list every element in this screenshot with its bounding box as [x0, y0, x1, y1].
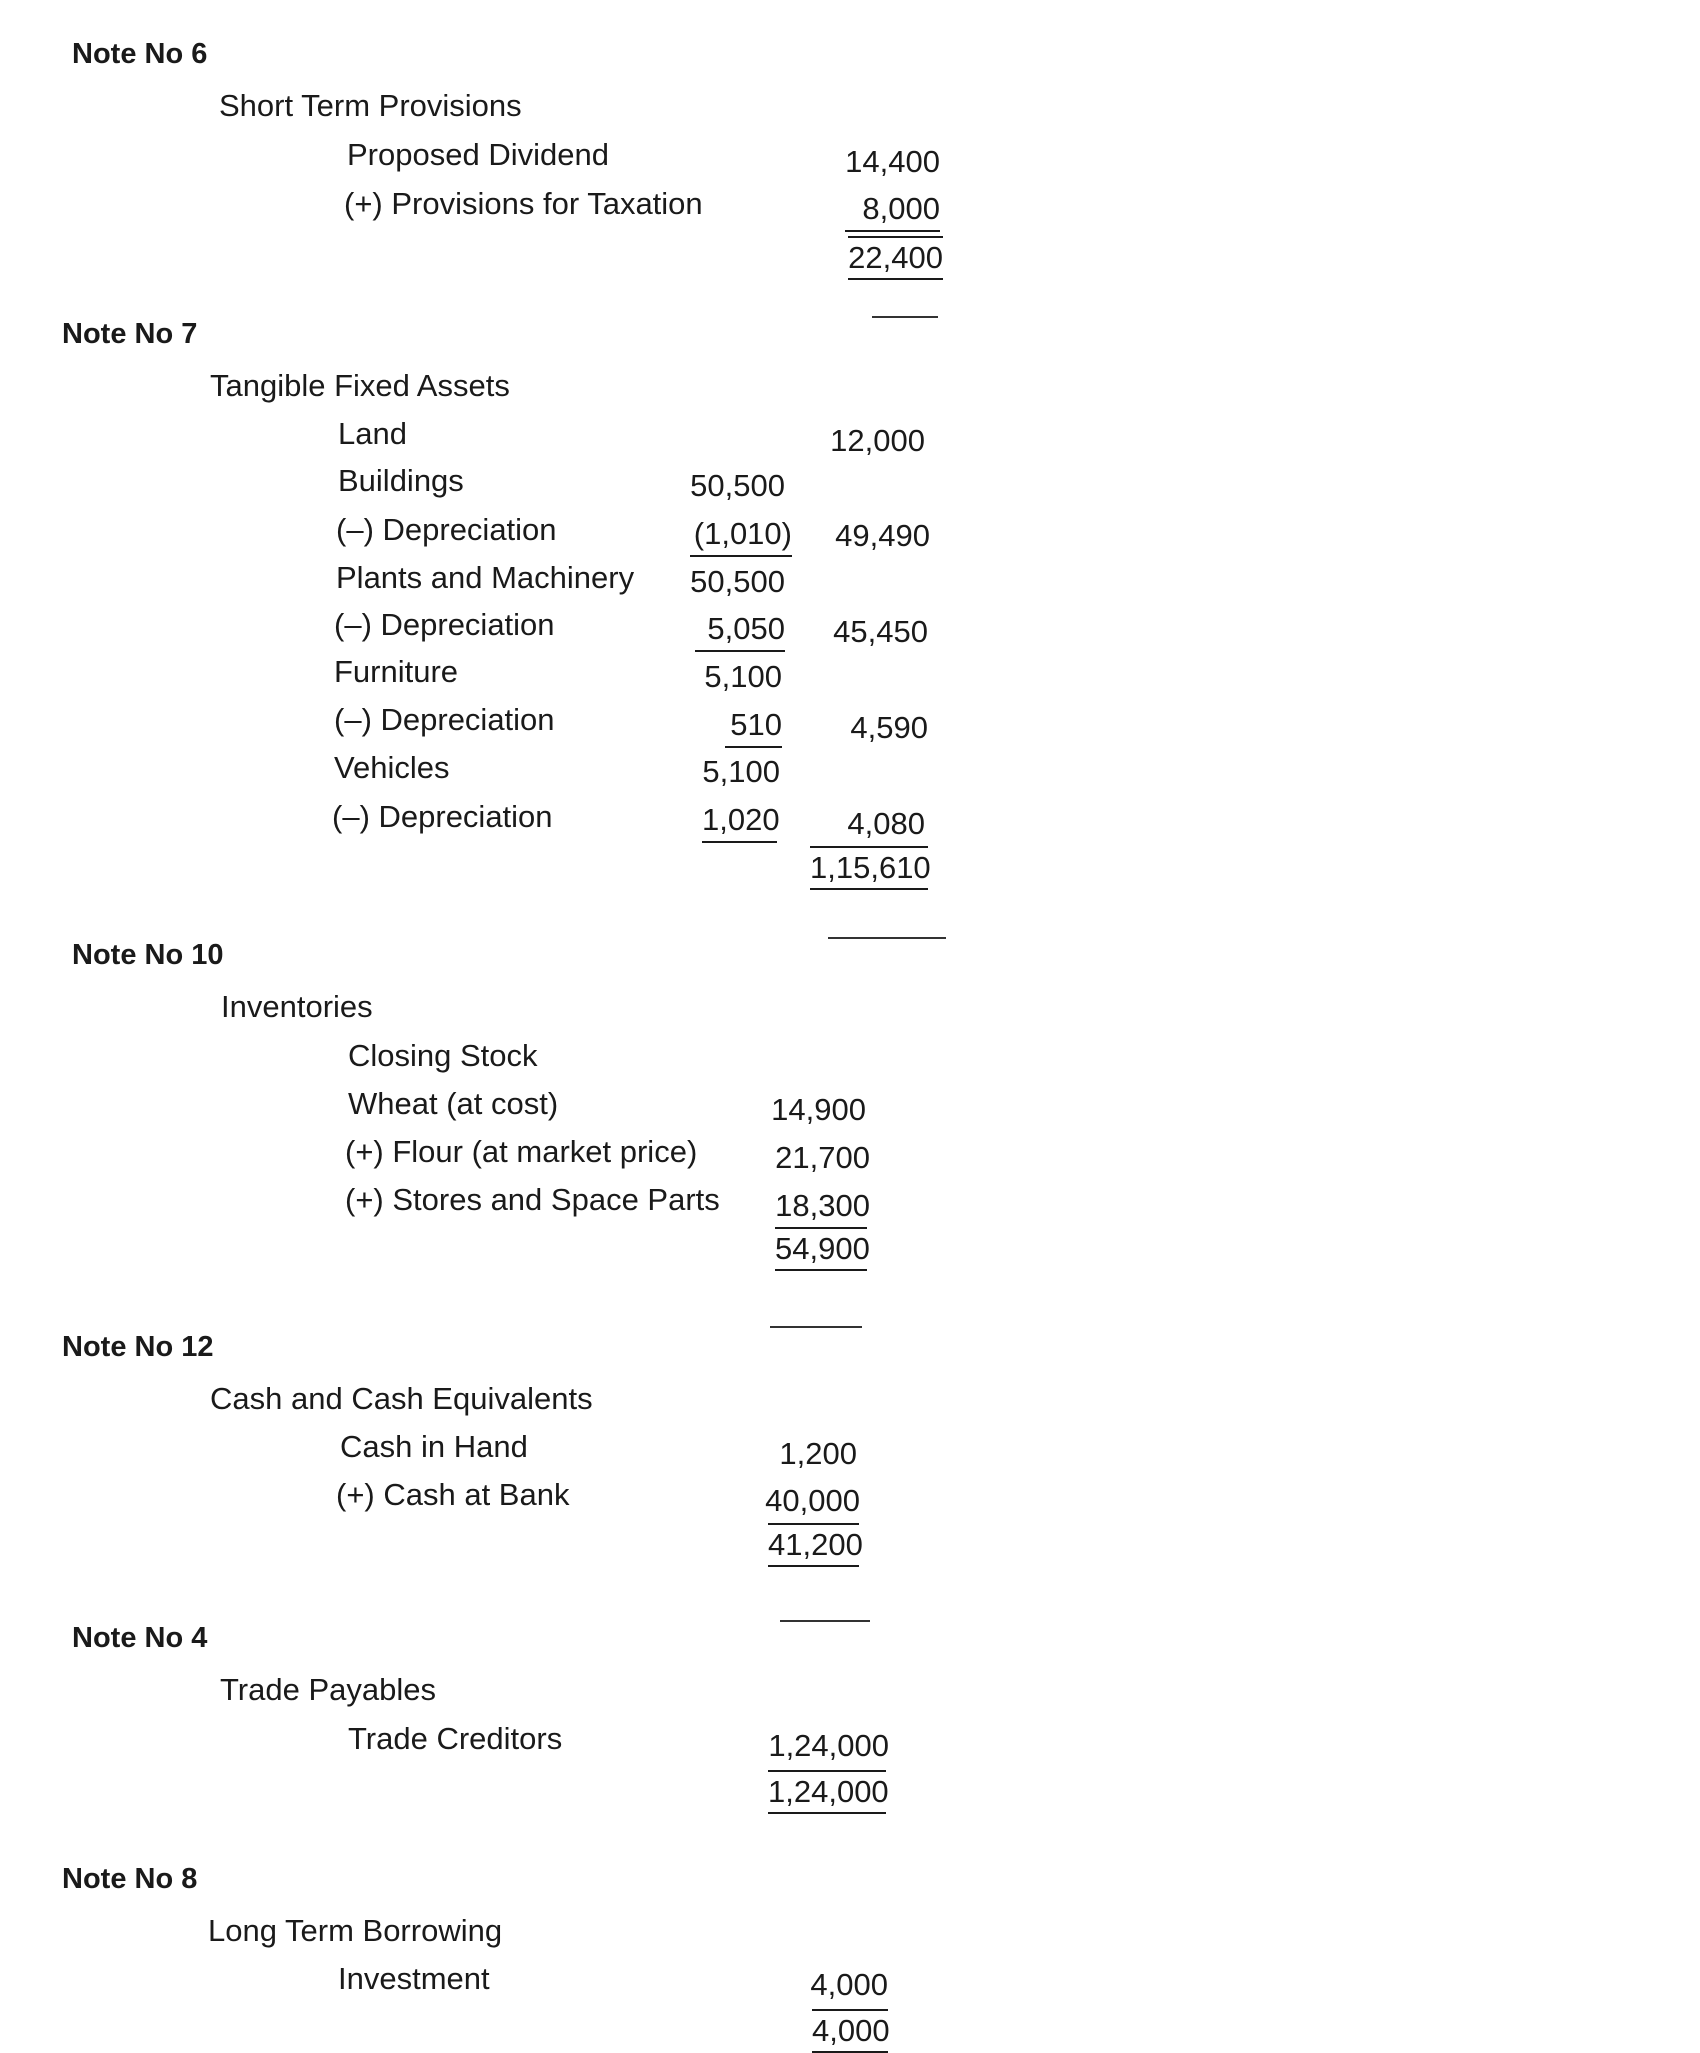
note7-furniture-label: Furniture — [334, 654, 459, 689]
note8-row-amount: 4,000 — [810, 1967, 888, 2002]
section-divider — [872, 316, 938, 318]
note7-buildings-net: 49,490 — [835, 518, 930, 553]
note7-furniture-dep-label: (–) Depreciation — [334, 702, 555, 737]
note10-row-amount: 21,700 — [775, 1140, 870, 1175]
note10-total: 54,900 — [775, 1227, 867, 1271]
note7-plants-net: 45,450 — [833, 614, 928, 649]
note7-buildings-label: Buildings — [338, 463, 464, 498]
note10-row-amount: 18,300 — [775, 1188, 870, 1223]
note7-plants-dep: 5,050 — [695, 613, 785, 652]
note6-total: 22,400 — [848, 236, 943, 280]
note12-row-amount: 1,200 — [779, 1436, 857, 1471]
note7-total: 1,15,610 — [810, 846, 928, 890]
note10-row-label: (+) Flour (at market price) — [345, 1134, 698, 1169]
section-divider — [828, 937, 946, 939]
note4-row-amount: 1,24,000 — [768, 1728, 889, 1763]
note4-heading: Note No 4 — [72, 1622, 208, 1654]
note7-land-amount: 12,000 — [830, 423, 925, 458]
note12-heading: Note No 12 — [62, 1331, 214, 1363]
note7-land-label: Land — [338, 416, 407, 451]
note7-vehicles-gross: 5,100 — [702, 754, 780, 789]
note12-row-amount: 40,000 — [765, 1483, 860, 1518]
note6-row-label: Proposed Dividend — [347, 137, 609, 172]
note7-buildings-gross: 50,500 — [690, 468, 785, 503]
note7-buildings-dep-label: (–) Depreciation — [336, 512, 557, 547]
note4-total: 1,24,000 — [768, 1770, 886, 1814]
note12-title: Cash and Cash Equivalents — [210, 1381, 593, 1416]
note7-vehicles-dep-label: (–) Depreciation — [332, 799, 553, 834]
note4-row-label: Trade Creditors — [348, 1721, 563, 1756]
note10-row-label: Wheat (at cost) — [348, 1086, 559, 1121]
note7-furniture-dep: 510 — [725, 709, 782, 748]
note8-row-label: Investment — [338, 1961, 490, 1996]
note10-row-amount: 14,900 — [771, 1092, 866, 1127]
note7-vehicles-net: 4,080 — [847, 806, 925, 841]
note8-total: 4,000 — [812, 2009, 888, 2053]
note7-plants-gross: 50,500 — [690, 564, 785, 599]
note12-row-label: Cash in Hand — [340, 1429, 528, 1464]
note6-row-amount: 8,000 — [845, 193, 940, 232]
note7-furniture-gross: 5,100 — [704, 659, 782, 694]
note10-row-label: (+) Stores and Space Parts — [345, 1182, 720, 1217]
note10-title: Inventories — [221, 989, 373, 1024]
note12-row-label: (+) Cash at Bank — [336, 1477, 570, 1512]
note8-heading: Note No 8 — [62, 1863, 198, 1895]
note10-subtitle: Closing Stock — [348, 1038, 538, 1073]
note7-vehicles-label: Vehicles — [334, 750, 450, 785]
note12-total: 41,200 — [768, 1523, 859, 1567]
note8-title: Long Term Borrowing — [208, 1913, 503, 1948]
note7-furniture-net: 4,590 — [850, 710, 928, 745]
note6-row-amount: 14,400 — [845, 144, 940, 179]
note7-heading: Note No 7 — [62, 318, 198, 350]
note4-title: Trade Payables — [220, 1672, 436, 1707]
note7-title: Tangible Fixed Assets — [210, 368, 510, 403]
note6-title: Short Term Provisions — [219, 88, 522, 123]
note7-buildings-dep: (1,010) — [690, 518, 792, 557]
note6-heading: Note No 6 — [72, 38, 208, 70]
section-divider — [780, 1620, 870, 1622]
note6-row-label: (+) Provisions for Taxation — [344, 186, 703, 221]
note10-heading: Note No 10 — [72, 939, 224, 971]
note7-vehicles-dep: 1,020 — [702, 804, 777, 843]
section-divider — [770, 1326, 862, 1328]
note7-plants-dep-label: (–) Depreciation — [334, 607, 555, 642]
note7-plants-label: Plants and Machinery — [336, 560, 635, 595]
